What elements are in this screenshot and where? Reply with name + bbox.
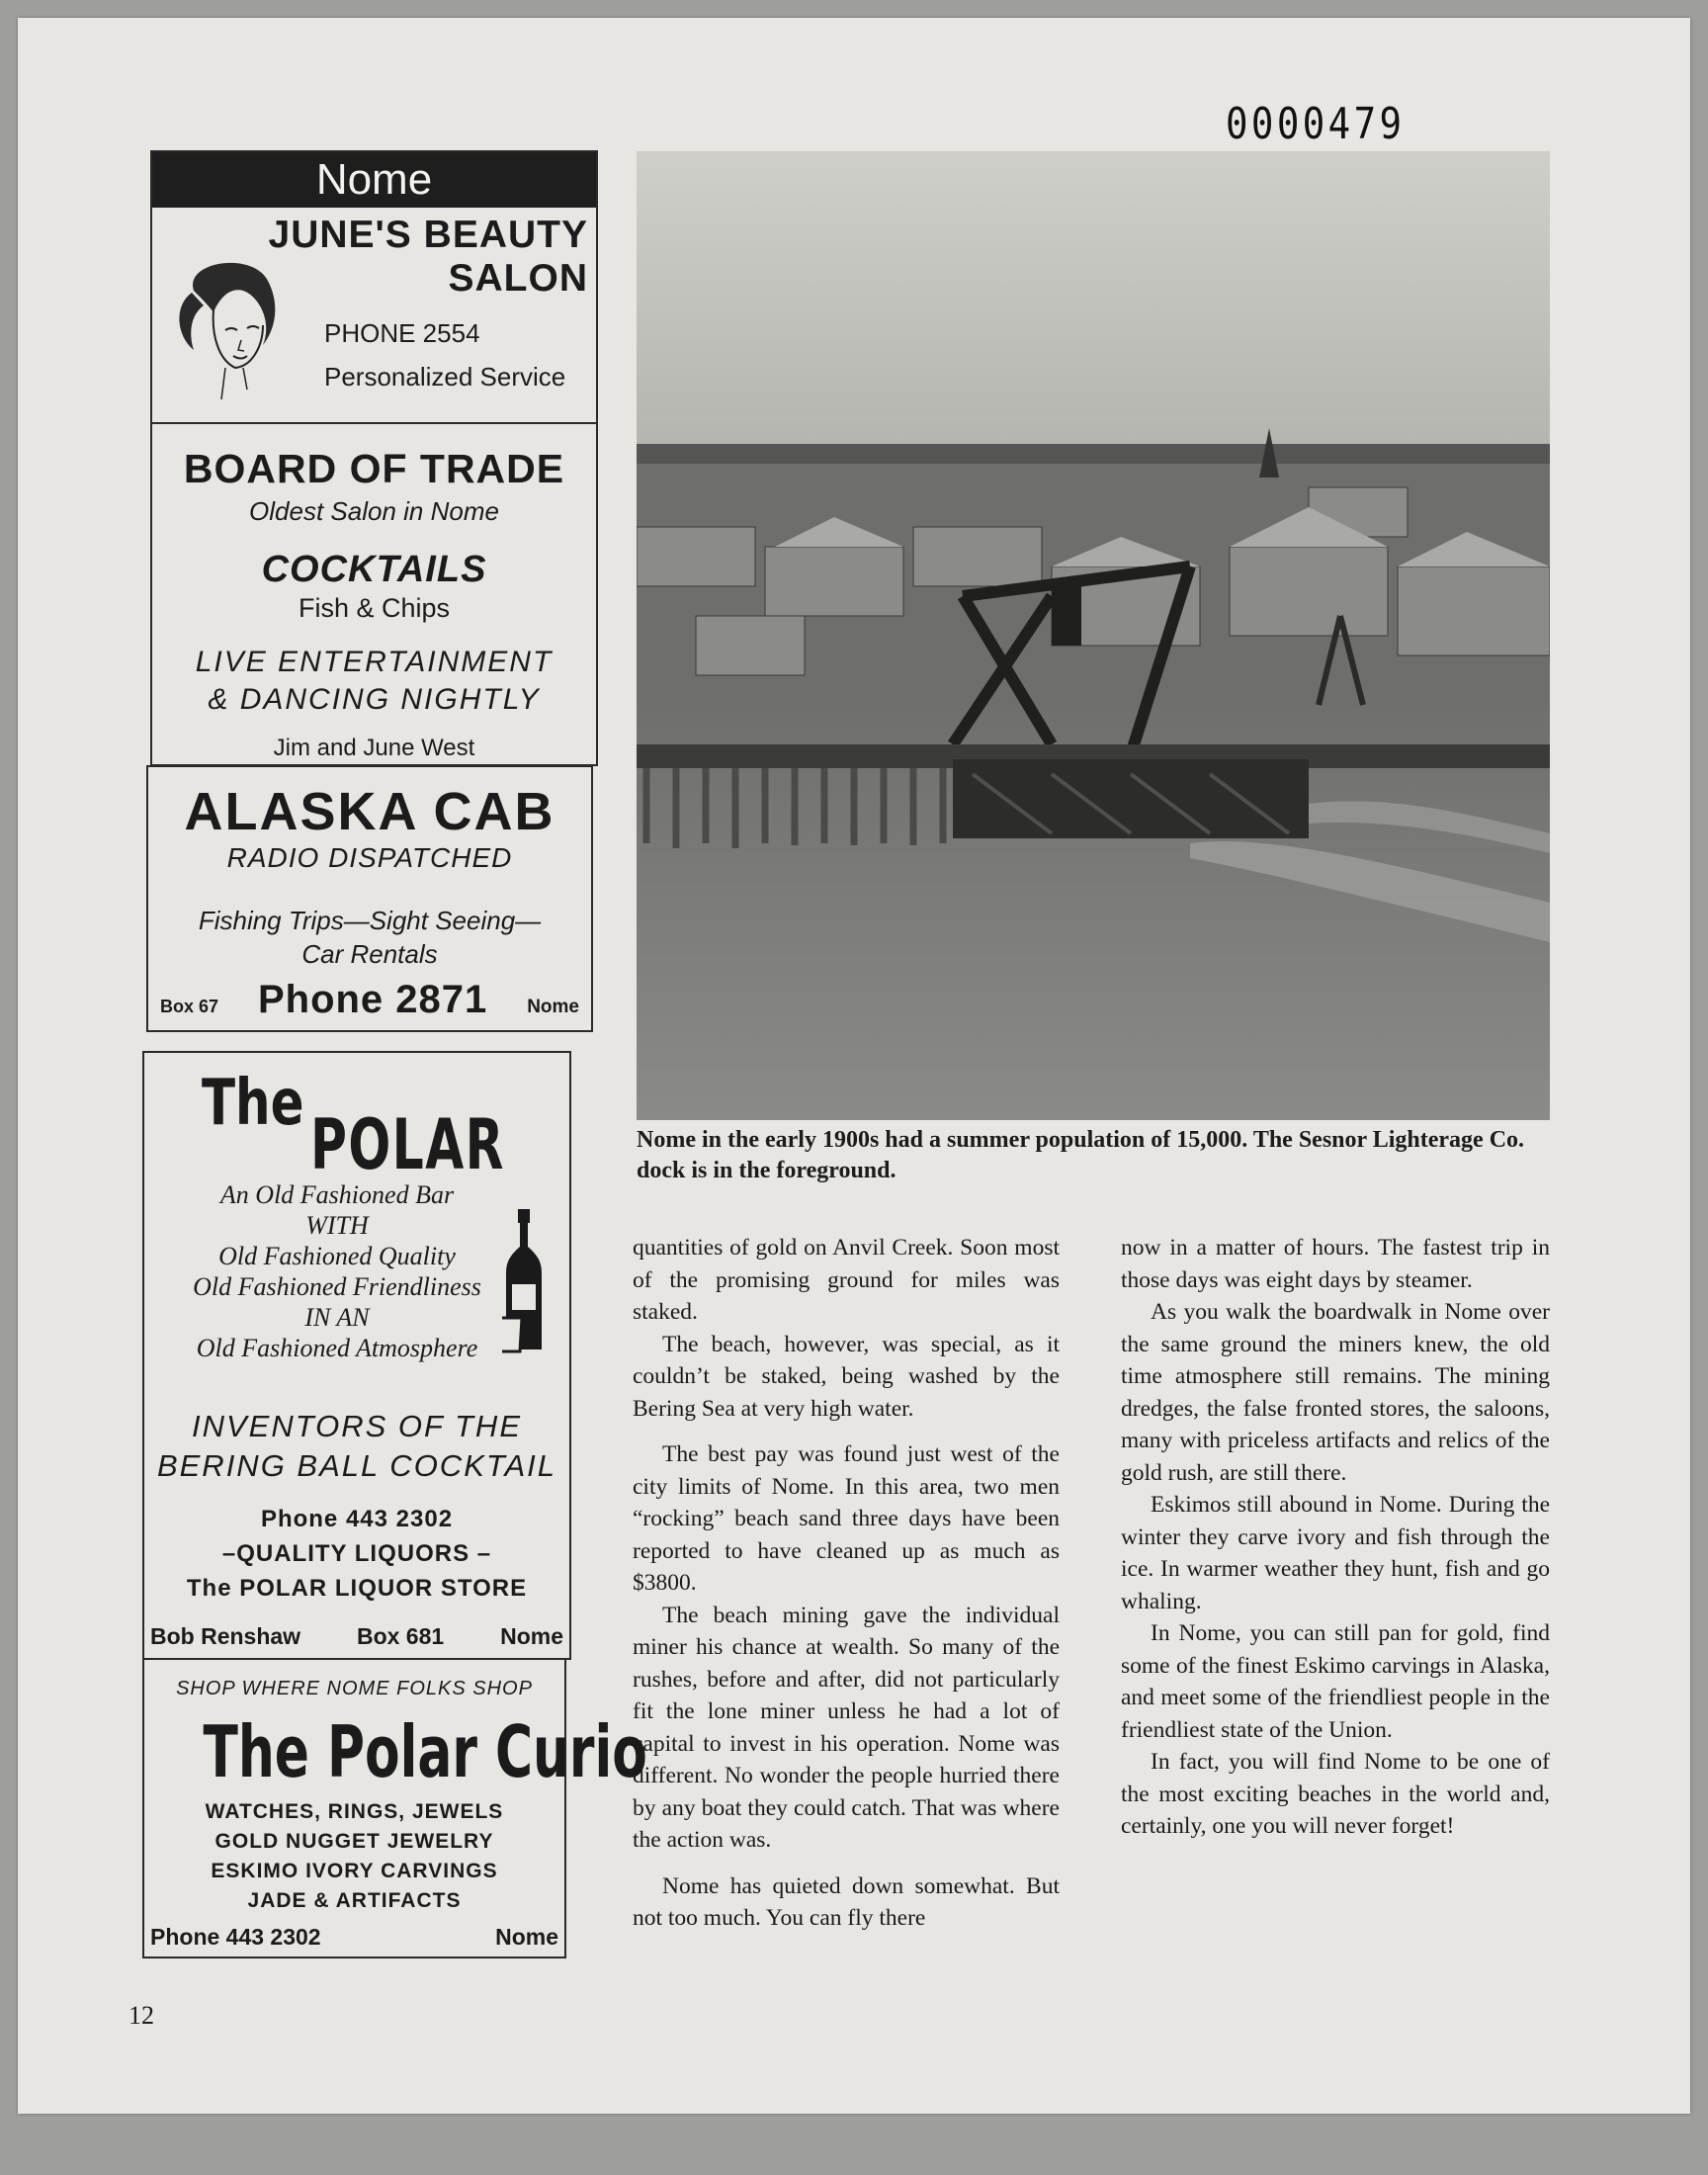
ad-product-line: WATCHES, RINGS, JEWELS <box>205 1800 504 1823</box>
ad-service: Personalized Service <box>324 362 566 392</box>
ad-services-line: Fishing Trips—Sight Seeing— <box>198 906 542 935</box>
ad-the-polar <box>142 1051 571 1660</box>
ad-title: ALASKA CAB <box>184 782 555 841</box>
article-paragraph: In fact, you will find Nome to be one of the most exciting beaches in the world and, certainly, one you will never forget! <box>1121 1749 1550 1839</box>
ad-fish-and-chips: Fish & Chips <box>298 593 451 623</box>
article-column-1 <box>633 1232 1060 1935</box>
ad-title <box>269 214 589 301</box>
ad-town: Nome <box>495 1924 558 1950</box>
page-number: 12 <box>128 2001 154 2030</box>
ad-inventors <box>144 1407 569 1486</box>
ad-inventors-line: BERING BALL COCKTAIL <box>156 1448 557 1483</box>
ad-services <box>148 904 591 971</box>
ad-entertainment <box>152 644 596 719</box>
article-paragraph: now in a matter of hours. The fastest trip in those days was eight days by steamer. <box>1121 1235 1550 1293</box>
ad-owner: Bob Renshaw <box>150 1623 301 1649</box>
article-paragraph: The best pay was found just west of the city limits of Nome. In this area, two men “rocking” beach sand three days have been reported to have cleaned up as much as $3800. <box>633 1441 1060 1596</box>
ad-contact-row <box>150 1623 563 1650</box>
ad-product-line: JADE & ARTIFACTS <box>247 1889 462 1912</box>
ad-phone: PHONE 2554 <box>324 318 480 348</box>
ad-alaska-cab <box>146 765 593 1032</box>
ad-slogan <box>144 1179 530 1363</box>
ad-title-line: JUNE'S BEAUTY <box>268 214 588 256</box>
ad-subtitle: RADIO DISPATCHED <box>226 842 513 873</box>
ad-slogan-line: WITH <box>305 1211 369 1240</box>
ad-title: BOARD OF TRADE <box>183 446 565 491</box>
liquor-bottle-icon <box>502 1207 546 1353</box>
ad-cocktails: COCKTAILS <box>261 549 487 590</box>
ad-contact-row <box>160 978 579 1022</box>
photo-caption: Nome in the early 1900s had a summer population of 15,000. The Sesnor Lighterage Co. dock is in the foreground. <box>637 1127 1525 1183</box>
ad-product-line: ESKIMO IVORY CARVINGS <box>211 1860 498 1882</box>
ad-phone: Phone 443 2302 <box>150 1924 321 1950</box>
ad-quality: –QUALITY LIQUORS – <box>221 1540 492 1567</box>
article-paragraph: Eskimos still abound in Nome. During the winter they carve ivory and fish through the ice. In warmer weather they hunt, fish and go whaling. <box>1121 1492 1550 1614</box>
ad-contact-row <box>150 1924 558 1951</box>
article-column-2 <box>1121 1232 1550 1843</box>
nome-harbor-photo <box>637 151 1550 1120</box>
ad-slogan-line: IN AN <box>304 1303 370 1332</box>
ad-subtitle: Oldest Salon in Nome <box>249 496 499 526</box>
ad-liquor-store <box>144 1502 569 1606</box>
ad-header: Nome <box>152 152 596 208</box>
article-paragraph: quantities of gold on Anvil Creek. Soon most of the promising ground for miles was staked. <box>633 1235 1060 1325</box>
article-paragraph: In Nome, you can still pan for gold, find some of the finest Eskimo carvings in Alaska, and meet some of the friendliest people in the friendliest state of the Union. <box>1121 1620 1550 1743</box>
article-paragraph: As you walk the boardwalk in Nome over the same ground the miners knew, the old time atmosphere still remains. The mining dredges, the false fronted stores, the saloons, many with priceless artifacts and relics of the gold rush, are still there. <box>1121 1299 1550 1486</box>
ad-slogan-line: Old Fashioned Atmosphere <box>196 1334 478 1362</box>
ad-title: POLAR <box>310 1104 505 1185</box>
ad-title-the: The <box>202 1067 304 1140</box>
ad-slogan-line: Old Fashioned Friendliness <box>193 1272 481 1301</box>
article-paragraph: Nome has quieted down somewhat. But not too much. You can fly there <box>633 1872 1060 1931</box>
ad-phone: Phone 2871 <box>257 978 488 1021</box>
ad-box: Box 67 <box>160 997 219 1016</box>
ad-box: Box 681 <box>356 1623 445 1649</box>
serial-number: 0000479 <box>1226 99 1406 149</box>
article-paragraph: The beach, however, was special, as it couldn’t be staked, being washed by the Bering Sea at very high water. <box>633 1331 1060 1422</box>
ad-polar-curio <box>142 1658 647 1958</box>
woman-face-illustration <box>164 251 288 399</box>
ad-slogan-line: An Old Fashioned Bar <box>219 1180 455 1209</box>
ad-owners: Jim and June West <box>273 735 475 761</box>
ad-phone: Phone 443 2302 <box>260 1506 454 1532</box>
ad-services-line: Car Rentals <box>301 939 438 969</box>
article-paragraph: The beach mining gave the individual miner his chance at wealth. So many of the rushes, before and after, did not particularly fit the lone miner unless he had a lot of capital to invest in his operation. Nome was different. No wonder the people hurried there by any boat they could catch. That was where the action was. <box>633 1602 1060 1853</box>
ad-title-line: SALON <box>448 257 588 300</box>
magazine-page <box>18 18 1690 2114</box>
ad-title: The Polar Curio <box>203 1710 647 1793</box>
ad-tagline: SHOP WHERE NOME FOLKS SHOP <box>176 1678 533 1699</box>
ad-product-list <box>144 1797 564 1916</box>
ad-inventors-line: INVENTORS OF THE <box>191 1409 522 1443</box>
ad-board-of-trade <box>150 422 598 766</box>
ad-slogan-line: Old Fashioned Quality <box>218 1242 456 1270</box>
ad-store: The POLAR LIQUOR STORE <box>186 1575 528 1602</box>
ad-town: Nome <box>500 1623 563 1649</box>
ad-town: Nome <box>527 997 579 1017</box>
ad-product-line: GOLD NUGGET JEWELRY <box>214 1830 494 1853</box>
ad-entertainment-line: LIVE ENTERTAINMENT <box>195 646 554 678</box>
nome-harbor-photo-illustration <box>637 151 1550 1120</box>
ad-entertainment-line: & DANCING NIGHTLY <box>208 683 541 716</box>
ad-junes-beauty-salon <box>150 150 598 424</box>
